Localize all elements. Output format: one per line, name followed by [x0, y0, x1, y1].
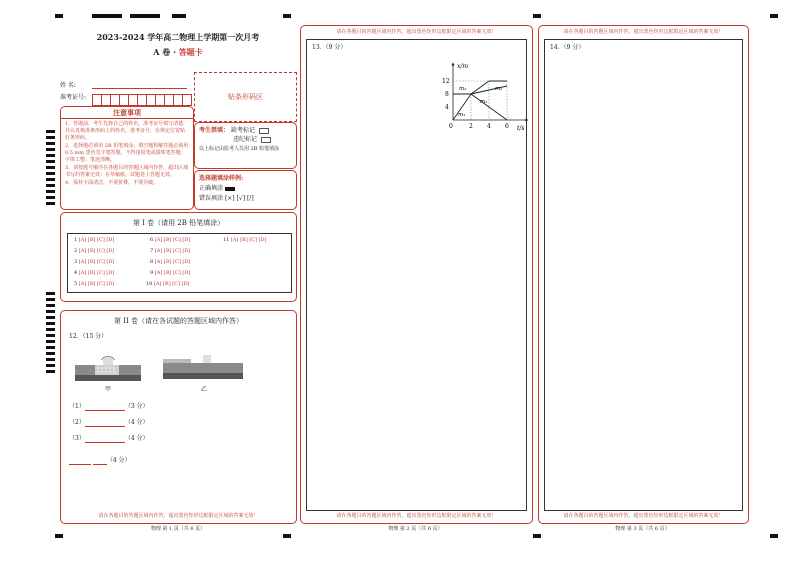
title-dot: · [173, 47, 176, 57]
id-label: 准考证号: [60, 94, 87, 101]
name-label: 姓 名: [60, 82, 76, 89]
warning-footer-p2: 请在各题目的答题区域内作答，超出黑色矩形边框限定区域的答案无效！ [336, 513, 497, 519]
choice-row[interactable]: 3 [A] [B] [C] [D] [74, 259, 115, 265]
wrong-fill-row [199, 195, 254, 203]
label-m1-right: m₁ [480, 99, 488, 105]
ytick: 12 [442, 78, 450, 85]
violation-mark-box[interactable] [261, 137, 271, 143]
exam-title: 2023-2024 学年高二物理上学期第一次月考 [96, 32, 260, 42]
footer-page-1: 物理 第 1 页（共 6 页） [150, 526, 206, 532]
figure-yi-label: 乙 [201, 386, 208, 393]
correct-fill-sample [225, 187, 235, 191]
note-item: 3．请按题号顺序在各题目的答题区域内作答，超出区域书写的答案无效；在草稿纸、试题卷上答题无效。 [65, 165, 189, 178]
wrong-fill-label: 错误填涂 [199, 195, 224, 202]
absent-label: 考生禁填： [199, 127, 230, 134]
choice-row[interactable]: 2 [A] [B] [C] [D] [74, 248, 115, 254]
absent-note: 以上标记由监考人员用 2B 铅笔填涂 [199, 146, 280, 152]
footer-page-3: 物理 第 3 页（共 6 页） [615, 526, 670, 532]
q13-answer-area[interactable] [306, 39, 527, 511]
wrong-fill-samples: [×] [√] [/] [224, 195, 254, 202]
ytick: 8 [445, 91, 449, 98]
volume-label: A 卷 [153, 47, 171, 57]
notes-list [61, 119, 193, 189]
part2-box [60, 310, 297, 524]
note-item: 4．保持卡面清洁，不要折叠、不要弄破。 [65, 180, 159, 186]
xt-graph [435, 60, 531, 132]
xtick: 2 [469, 123, 473, 130]
answer-blank-1[interactable]: （1） （3 分） [69, 403, 149, 410]
label-m1-left: m₁ [458, 112, 466, 118]
card-subtitle [60, 47, 296, 58]
choice-row[interactable]: 10 [A] [B] [C] [D] [146, 281, 190, 287]
fill-example-title: 选择题填涂样例: [199, 175, 244, 182]
figure-yi [161, 351, 245, 385]
q14-answer-area[interactable] [544, 39, 743, 511]
part2-title: 第 II 卷（请在各试题的答题区域内作答） [114, 317, 243, 325]
notes-title: 注意事项 [61, 107, 193, 119]
question-13-label: 13．（9 分） [312, 44, 347, 51]
name-field[interactable] [92, 88, 187, 89]
choice-row[interactable]: 11 [A] [B] [C] [D] [223, 237, 267, 243]
warning-footer-p1: 请在各题目的答题区域内作答，超出黑色矩形边框限定区域的答案无效！ [98, 513, 259, 519]
absent-mark-label: 缺考标记 [230, 127, 255, 134]
answer-blank-2[interactable]: （2） （4 分） [69, 419, 149, 426]
part1-title: 第 I 卷（请用 2B 铅笔填涂） [132, 219, 225, 227]
question-12-label: 12．（15 分） [69, 333, 108, 340]
graph-ylabel: x/m [457, 63, 469, 70]
figure-jia-label: 甲 [105, 386, 112, 393]
violation-row [233, 136, 271, 144]
warning-header-p3: 请在各题目的答题区域内作答，超出黑色矩形边框限定区域的答案无效！ [563, 29, 724, 35]
label-m2-left: m₂ [459, 86, 467, 92]
absent-mark-box[interactable] [259, 128, 269, 134]
xtick: 0 [449, 123, 453, 130]
answer-blank-3[interactable]: （3） （4 分） [69, 435, 149, 442]
part1-box [60, 212, 297, 302]
warning-header-p2: 请在各题目的答题区域内作答，超出黑色矩形边框限定区域的答案无效！ [336, 29, 497, 35]
page2-box [300, 25, 533, 524]
warning-footer-p3: 请在各题目的答题区域内作答，超出黑色矩形边框限定区域的答案无效！ [563, 513, 724, 519]
choice-row[interactable]: 4 [A] [B] [C] [D] [74, 270, 115, 276]
violation-mark-label: 违纪标记 [233, 136, 258, 143]
barcode-label: 贴条形码区 [228, 93, 263, 101]
choice-row[interactable]: 9 [A] [B] [C] [D] [150, 270, 191, 276]
answer-card-label: 答题卡 [178, 47, 203, 57]
absent-row [199, 127, 269, 135]
correct-fill-label: 正确填涂 [199, 185, 224, 192]
absent-box [194, 122, 297, 169]
note-item: 2．选择题必须用 2B 铅笔填涂；填空题和解答题必须用 0.5 mm 黑色签字笔答题，不得用铅笔或圆珠笔答题；字体工整、笔迹清晰。 [65, 143, 189, 163]
correct-fill-row [199, 185, 235, 193]
question-14-label: 14．（9 分） [550, 44, 585, 51]
note-item: 1．答题前，考生先将自己的姓名，准考证号填写清楚，并认真核准条形码上的姓名、准考证号，在规定位置贴好条形码。 [65, 121, 189, 141]
ytick: 4 [445, 104, 449, 111]
fill-example-box [194, 170, 297, 210]
label-m2-right: m₂ [495, 86, 503, 92]
notes-box [60, 106, 194, 210]
xtick: 6 [505, 123, 509, 130]
graph-xlabel: t/s [517, 125, 525, 132]
figure-jia [73, 351, 143, 385]
answer-blank-4[interactable]: （4 分） [69, 457, 131, 465]
choice-grid [67, 233, 292, 293]
barcode-area [194, 72, 297, 122]
choice-row[interactable]: 7 [A] [B] [C] [D] [150, 248, 191, 254]
xtick: 4 [487, 123, 491, 130]
choice-row[interactable]: 6 [A] [B] [C] [D] [150, 237, 191, 243]
choice-row[interactable]: 8 [A] [B] [C] [D] [150, 259, 191, 265]
choice-row[interactable]: 5 [A] [B] [C] [D] [74, 281, 115, 287]
choice-row[interactable]: 1 [A] [B] [C] [D] [74, 237, 115, 243]
footer-page-2: 物理 第 2 页（共 6 页） [388, 526, 443, 532]
page3-box [538, 25, 749, 524]
